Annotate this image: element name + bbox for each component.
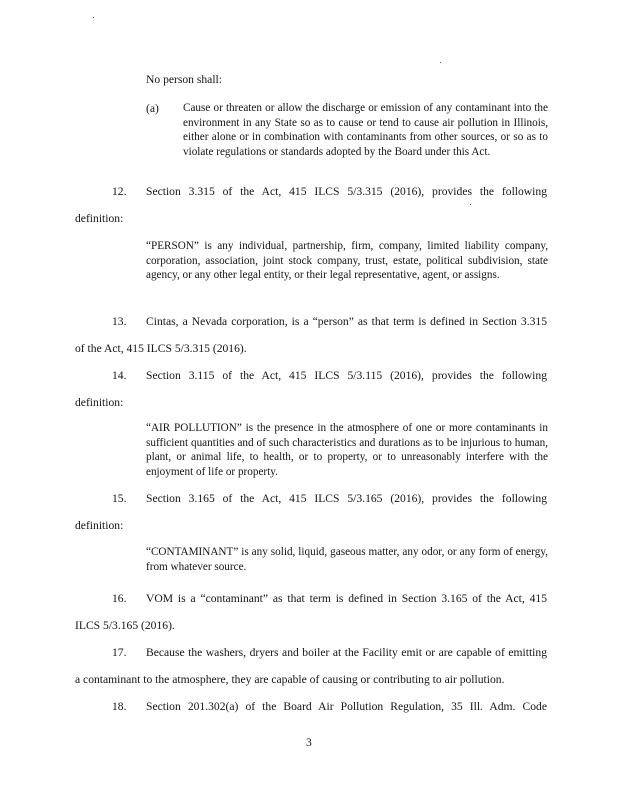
scan-speck [470,204,471,205]
paragraph-number: 15. [112,492,127,505]
paragraph-number: 14. [112,369,127,382]
paragraph-continuation: a contaminant to the atmosphere, they are capable of causing or contributing to air pollution. [75,673,505,686]
paragraph-number: 13. [112,315,127,328]
scan-speck [93,17,94,18]
paragraph-continuation: definition: [75,396,124,409]
definition-quote: “PERSON” is any individual, partnership, firm, company, limited liability company, corporation, association, joint stock company, trust, estate, political subdivision, state agency, or any other legal entity, or their legal representative, agent, or assigns. [146,240,548,282]
subsection-label: (a) [146,102,159,115]
paragraph-continuation: ILCS 5/3.165 (2016). [75,619,175,632]
paragraph-text: Section 3.115 of the Act, 415 ILCS 5/3.115 (2016), provides the following [146,369,547,382]
page-number: 3 [306,736,312,749]
scan-speck [440,62,441,63]
paragraph-text: VOM is a “contaminant” as that term is defined in Section 3.165 of the Act, 415 [146,592,547,605]
paragraph-text: Cintas, a Nevada corporation, is a “person” as that term is defined in Section 3.315 [146,315,547,328]
intro-text: No person shall: [146,73,222,86]
paragraph-text: Because the washers, dryers and boiler at the Facility emit or are capable of emitting [146,646,547,659]
paragraph-text: Section 201.302(a) of the Board Air Pollution Regulation, 35 Ill. Adm. Code [146,700,547,713]
subsection-text: Cause or threaten or allow the discharge or emission of any contaminant into the environment in any State so as to cause or tend to cause air pollution in Illinois, either alone or in combination with contaminants from other sources, or so as to violate regulations or standards adopted by the Board under this Act. [183,102,548,158]
definition-quote: “AIR POLLUTION” is the presence in the atmosphere of one or more contaminants in sufficient quantities and of such characteristics and durations as to be injurious to human, plant, or animal life, to health, or to property, or to unreasonably interfere with the enjoyment of life or property. [146,422,548,478]
paragraph-continuation: of the Act, 415 ILCS 5/3.315 (2016). [75,342,247,355]
paragraph-number: 17. [112,646,127,659]
paragraph-text: Section 3.165 of the Act, 415 ILCS 5/3.165 (2016), provides the following [146,492,547,505]
paragraph-number: 12. [112,185,127,198]
paragraph-continuation: definition: [75,212,124,225]
paragraph-number: 18. [112,700,127,713]
paragraph-continuation: definition: [75,519,124,532]
paragraph-number: 16. [112,592,127,605]
paragraph-text: Section 3.315 of the Act, 415 ILCS 5/3.315 (2016), provides the following [146,185,547,198]
definition-quote: “CONTAMINANT” is any solid, liquid, gaseous matter, any odor, or any form of energy, from whatever source. [146,546,548,573]
